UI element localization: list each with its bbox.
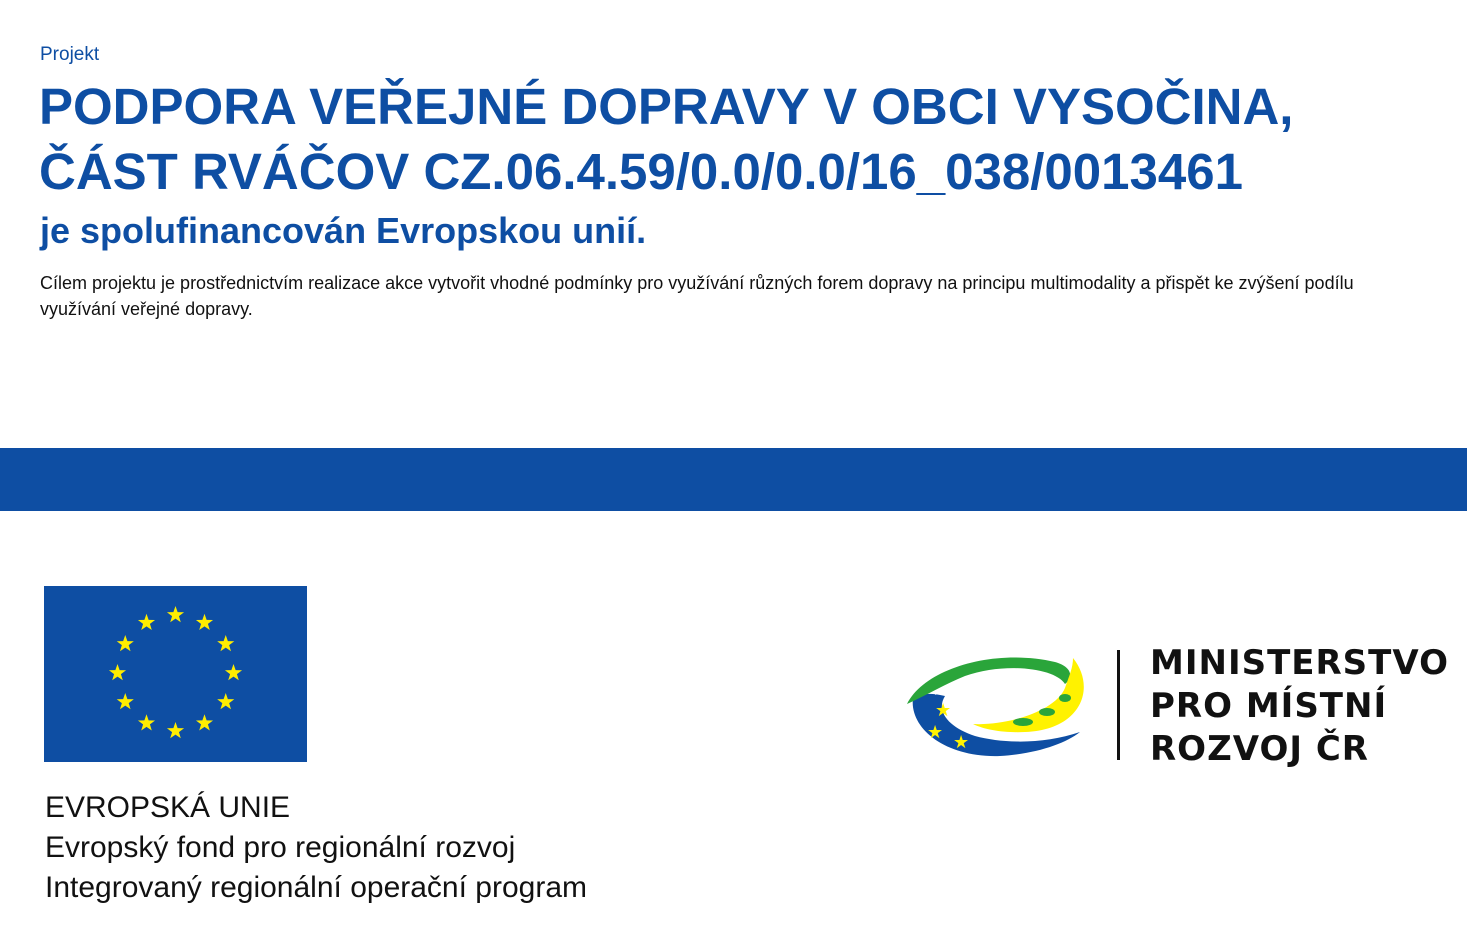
project-title-line-1: PODPORA VEŘEJNÉ DOPRAVY V OBCI VYSOČINA, xyxy=(39,78,1294,135)
mmr-line-3: ROZVOJ ČR xyxy=(1150,729,1369,769)
svg-text:★: ★ xyxy=(927,722,944,743)
mmr-divider xyxy=(1117,650,1120,760)
project-description: Cílem projektu je prostřednictvím realizace akce vytvořit vhodné podmínky pro využívání různých forem dopravy na principu multimodality a přispět ke zvýšení podílu využívání veřejné dopravy. xyxy=(40,273,1354,319)
blue-band xyxy=(0,448,1467,511)
svg-text:★: ★ xyxy=(953,732,970,753)
project-label: Projekt xyxy=(40,44,100,65)
mmr-line-1: MINISTERSTVO xyxy=(1150,643,1449,683)
cofinancing-statement: je spolufinancován Evropskou unií. xyxy=(40,210,647,251)
project-title xyxy=(39,74,1439,204)
project-title-line-2: ČÁST RVÁČOV CZ.06.4.59/0.0/0.0/16_038/0013461 xyxy=(39,143,1243,200)
eu-flag-icon xyxy=(44,586,307,762)
mmr-text-block xyxy=(1150,642,1449,771)
mmr-line-2: PRO MÍSTNÍ xyxy=(1150,686,1388,726)
eu-fund-name: Evropský fond pro regionální rozvoj xyxy=(45,831,516,864)
eu-program-name: Integrovaný regionální operační program xyxy=(45,871,587,904)
eu-text-block xyxy=(45,788,587,908)
eu-name: EVROPSKÁ UNIE xyxy=(45,791,291,824)
svg-text:★: ★ xyxy=(935,700,952,721)
mmr-logo-icon xyxy=(905,648,1095,760)
